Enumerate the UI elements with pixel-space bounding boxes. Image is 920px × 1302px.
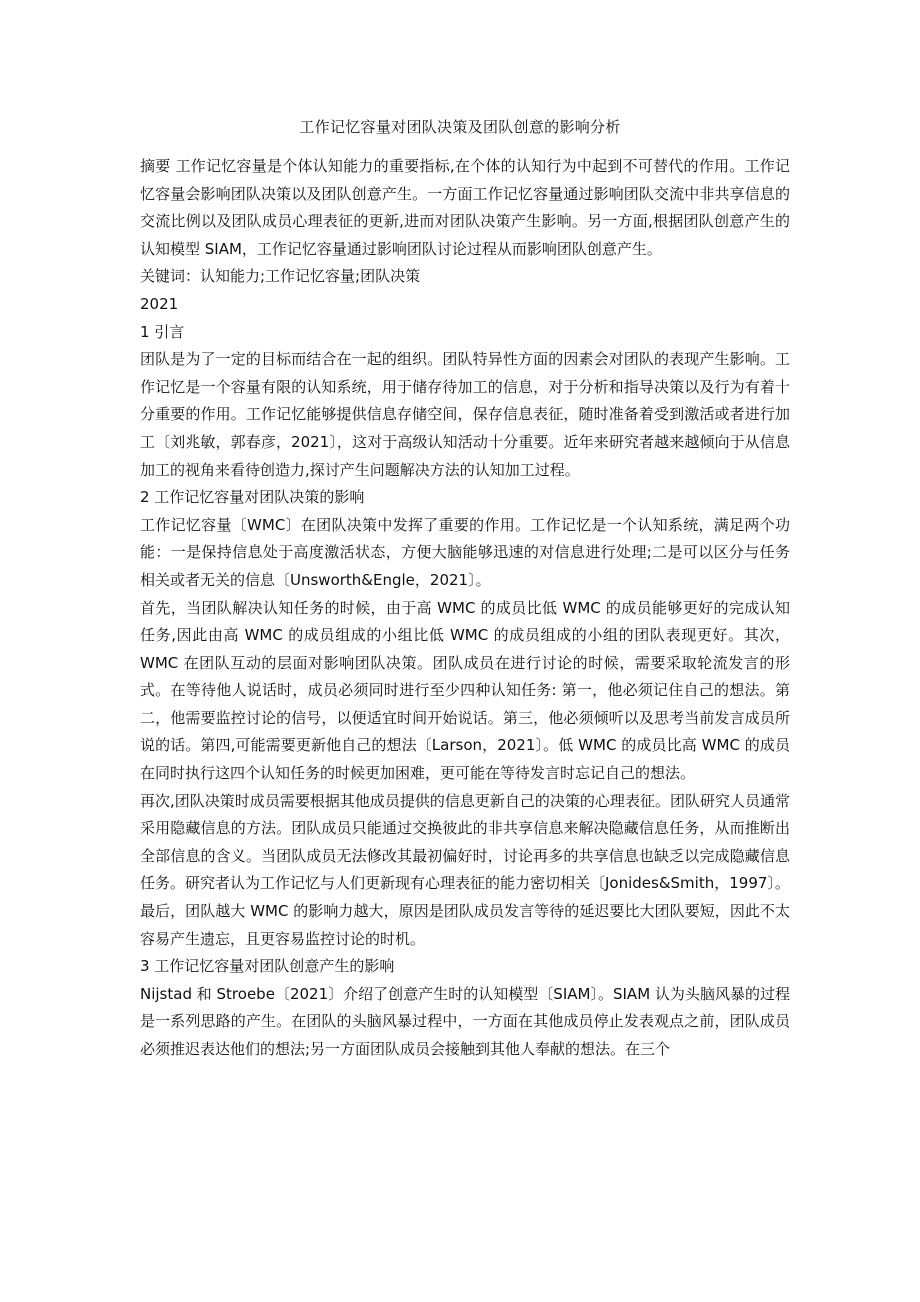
section-heading-2: 2 工作记忆容量对团队决策的影响 xyxy=(140,488,365,507)
body-paragraph: 工作记忆容量〔WMC〕在团队决策中发挥了重要的作用。工作记忆是一个认知系统，满足两个功能：一是保持信息处于高度激活状态，方便大脑能够迅速的对信息进行处理;二是可以区分与任务相关或者无关的信息〔Unsworth&Engle，2021〕。 xyxy=(140,515,790,589)
section-heading-1: 1 引言 xyxy=(140,322,185,341)
body-paragraph: 再次,团队决策时成员需要根据其他成员提供的信息更新自己的决策的心理表征。团队研究人员通常采用隐藏信息的方法。团队成员只能通过交换彼此的非共享信息来解决隐藏信息任务，从而推断出全部信息的含义。当团队成员无法修改其最初偏好时，讨论再多的共享信息也缺乏以完成隐藏信息任务。研究者认为工作记忆与人们更新现有心理表征的能力密切相关〔Jonides&Smith，1997〕。 xyxy=(140,791,790,893)
document-body xyxy=(140,153,790,1064)
section-heading-3: 3 工作记忆容量对团队创意产生的影响 xyxy=(140,957,395,976)
body-paragraph: 首先，当团队解决认知任务的时候，由于高 WMC 的成员比低 WMC 的成员能够更好的完成认知任务,因此由高 WMC 的成员组成的小组比低 WMC 的成员组成的小组的团队表现更好。其次，WMC 在团队互动的层面对影响团队决策。团队成员在进行讨论的时候，需要采取轮流发言的形式。在等待他人说话时，成员必须同时进行至少四种认知任务: 第一，他必须记住自己的想法。第二，他需要监控讨论的信号，以便适宜时间开始说话。第三，他必须倾听以及思考当前发言成员所说的话。第四,可能需要更新他自己的想法〔Larson，2021〕。低 WMC 的成员比高 WMC 的成员在同时执行这四个认知任务的时候更加困难，更可能在等待发言时忘记自己的想法。 xyxy=(140,598,790,783)
body-paragraph: Nijstad 和 Stroebe〔2021〕介绍了创意产生时的认知模型〔SIAM〕。SIAM 认为头脑风暴的过程是一系列思路的产生。在团队的头脑风暴过程中，一方面在其他成员停止发表观点之前，团队成员必须推迟表达他们的想法;另一方面团队成员会接触到其他人奉献的想法。在三个 xyxy=(140,984,790,1058)
body-paragraph: 最后，团队越大 WMC 的影响力越大，原因是团队成员发言等待的延迟要比大团队要短，因此不太容易产生遗忘，且更容易监控讨论的时机。 xyxy=(140,902,790,948)
abstract-paragraph: 摘要 工作记忆容量是个体认知能力的重要指标,在个体的认知行为中起到不可替代的作用。工作记忆容量会影响团队决策以及团队创意产生。一方面工作记忆容量通过影响团队交流中非共享信息的交流比例以及团队成员心理表征的更新,进而对团队决策产生影响。另一方面,根据团队创意产生的认知模型 SIAM，工作记忆容量通过影响团队讨论过程从而影响团队创意产生。 xyxy=(140,157,790,258)
year-line: 2021 xyxy=(140,294,179,313)
body-paragraph: 团队是为了一定的目标而结合在一起的组织。团队特异性方面的因素会对团队的表现产生影响。工作记忆是一个容量有限的认知系统，用于储存待加工的信息，对于分析和指导决策以及行为有着十分重要的作用。工作记忆能够提供信息存储空间，保存信息表征，随时准备着受到激活或者进行加工〔刘兆敏，郭春彦，2021〕，这对于高级认知活动十分重要。近年来研究者越来越倾向于从信息加工的视角来看待创造力,探讨产生问题解决方法的认知加工过程。 xyxy=(140,350,790,479)
document-title: 工作记忆容量对团队决策及团队创意的影响分析 xyxy=(299,118,621,136)
keywords-line: 关键词：认知能力;工作记忆容量;团队决策 xyxy=(140,267,421,286)
